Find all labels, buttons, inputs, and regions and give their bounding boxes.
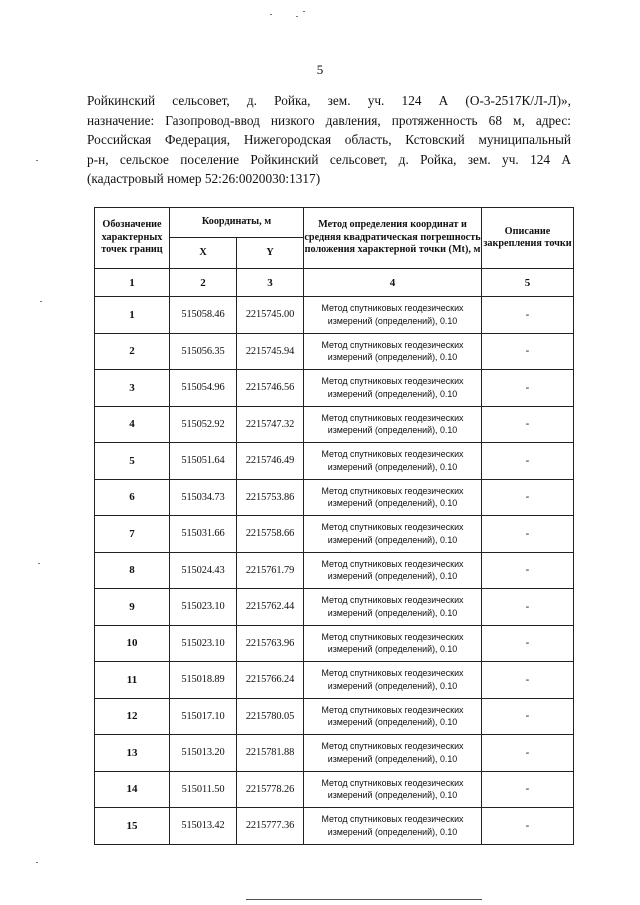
fixing-description: - (482, 406, 574, 443)
scan-speck (270, 14, 272, 15)
fixing-description: - (482, 370, 574, 407)
table-row (95, 589, 574, 626)
fixing-description: - (482, 735, 574, 772)
method-text: Метод спутниковых геодезических измерений (определений), 0.10 (304, 625, 482, 662)
coord-y: 2215745.94 (237, 333, 304, 370)
point-id: 12 (95, 698, 170, 735)
intro-line: назначение: Газопровод-ввод низкого давления, протяженность 68 м, адрес: (87, 112, 571, 128)
intro-line: Ройкинский сельсовет, д. Ройка, зем. уч. 124 А (О-3-2517К/Л-Л)», (87, 93, 571, 108)
method-text: Метод спутниковых геодезических измерений (определений), 0.10 (304, 406, 482, 443)
coord-x: 515054.96 (170, 370, 237, 407)
table-row (95, 662, 574, 699)
coord-x: 515024.43 (170, 552, 237, 589)
coord-y: 2215777.36 (237, 808, 304, 845)
point-id: 11 (95, 662, 170, 699)
table-row (95, 443, 574, 480)
method-text: Метод спутниковых геодезических измерений (определений), 0.10 (304, 589, 482, 626)
point-id: 9 (95, 589, 170, 626)
coord-y: 2215758.66 (237, 516, 304, 553)
coord-y: 2215745.00 (237, 297, 304, 334)
intro-line: р-н, сельское поселение Ройкинский сельсовет, д. Ройка, зем. уч. 124 А (87, 151, 571, 167)
point-id: 4 (95, 406, 170, 443)
fixing-description: - (482, 771, 574, 808)
fixing-description: - (482, 808, 574, 845)
method-text: Метод спутниковых геодезических измерений (определений), 0.10 (304, 443, 482, 480)
coord-x: 515023.10 (170, 589, 237, 626)
point-id: 5 (95, 443, 170, 480)
table-row (95, 552, 574, 589)
bottom-divider (246, 899, 482, 900)
coord-x: 515011.50 (170, 771, 237, 808)
table-row (95, 808, 574, 845)
header-method: Метод определения координат и средняя квадратическая погрешность положения характерной точки (Mt), м (304, 208, 482, 269)
table-row (95, 406, 574, 443)
intro-line: Российская Федерация, Нижегородская область, Кстовский муниципальный (87, 132, 571, 148)
coord-y: 2215781.88 (237, 735, 304, 772)
fixing-description: - (482, 662, 574, 699)
table-row (95, 297, 574, 334)
intro-paragraph (87, 91, 571, 189)
coord-y: 2215753.86 (237, 479, 304, 516)
point-id: 8 (95, 552, 170, 589)
fixing-description: - (482, 297, 574, 334)
coord-y: 2215766.24 (237, 662, 304, 699)
header-y: Y (237, 238, 304, 269)
coord-x: 515052.92 (170, 406, 237, 443)
method-text: Метод спутниковых геодезических измерений (определений), 0.10 (304, 771, 482, 808)
column-number: 2 (170, 269, 237, 297)
coord-x: 515018.89 (170, 662, 237, 699)
table-row (95, 771, 574, 808)
column-number: 1 (95, 269, 170, 297)
point-id: 1 (95, 297, 170, 334)
coord-x: 515013.42 (170, 808, 237, 845)
coord-x: 515056.35 (170, 333, 237, 370)
method-text: Метод спутниковых геодезических измерений (определений), 0.10 (304, 370, 482, 407)
column-number: 4 (304, 269, 482, 297)
intro-line: (кадастровый номер 52:26:0020030:1317) (87, 171, 321, 187)
point-id: 15 (95, 808, 170, 845)
fixing-description: - (482, 479, 574, 516)
coord-x: 515058.46 (170, 297, 237, 334)
table-row (95, 735, 574, 772)
coord-y: 2215780.05 (237, 698, 304, 735)
header-x: X (170, 238, 237, 269)
fixing-description: - (482, 333, 574, 370)
fixing-description: - (482, 589, 574, 626)
coord-y: 2215778.26 (237, 771, 304, 808)
table-row (95, 625, 574, 662)
coordinates-table (94, 207, 574, 845)
point-id: 6 (95, 479, 170, 516)
header-point: Обозначение характерных точек границ (95, 208, 170, 269)
scan-speck (296, 16, 298, 17)
method-text: Метод спутниковых геодезических измерений (определений), 0.10 (304, 735, 482, 772)
table-row (95, 698, 574, 735)
table-row (95, 516, 574, 553)
scan-speck (40, 301, 42, 302)
column-number-row (95, 269, 574, 297)
fixing-description: - (482, 625, 574, 662)
point-id: 2 (95, 333, 170, 370)
method-text: Метод спутниковых геодезических измерений (определений), 0.10 (304, 479, 482, 516)
coord-y: 2215761.79 (237, 552, 304, 589)
coord-y: 2215763.96 (237, 625, 304, 662)
point-id: 10 (95, 625, 170, 662)
column-number: 3 (237, 269, 304, 297)
coord-y: 2215746.49 (237, 443, 304, 480)
fixing-description: - (482, 443, 574, 480)
fixing-description: - (482, 516, 574, 553)
coord-x: 515034.73 (170, 479, 237, 516)
column-number: 5 (482, 269, 574, 297)
coord-y: 2215762.44 (237, 589, 304, 626)
method-text: Метод спутниковых геодезических измерений (определений), 0.10 (304, 698, 482, 735)
fixing-description: - (482, 698, 574, 735)
point-id: 13 (95, 735, 170, 772)
page-number: 5 (316, 62, 324, 77)
coord-x: 515013.20 (170, 735, 237, 772)
point-id: 3 (95, 370, 170, 407)
table-row (95, 333, 574, 370)
table-body (95, 297, 574, 845)
header-description: Описание закрепления точки (482, 208, 574, 269)
scan-speck (303, 11, 305, 12)
method-text: Метод спутниковых геодезических измерений (определений), 0.10 (304, 297, 482, 334)
point-id: 14 (95, 771, 170, 808)
method-text: Метод спутниковых геодезических измерений (определений), 0.10 (304, 333, 482, 370)
table-row (95, 370, 574, 407)
method-text: Метод спутниковых геодезических измерений (определений), 0.10 (304, 552, 482, 589)
table-row (95, 479, 574, 516)
method-text: Метод спутниковых геодезических измерений (определений), 0.10 (304, 516, 482, 553)
method-text: Метод спутниковых геодезических измерений (определений), 0.10 (304, 808, 482, 845)
coord-y: 2215746.56 (237, 370, 304, 407)
coord-x: 515023.10 (170, 625, 237, 662)
coord-x: 515017.10 (170, 698, 237, 735)
point-id: 7 (95, 516, 170, 553)
coord-x: 515031.66 (170, 516, 237, 553)
fixing-description: - (482, 552, 574, 589)
scan-speck (36, 862, 38, 863)
coord-x: 515051.64 (170, 443, 237, 480)
scan-speck (36, 160, 38, 161)
coord-y: 2215747.32 (237, 406, 304, 443)
scan-speck (38, 563, 40, 564)
header-coordinates: Координаты, м (170, 208, 304, 238)
method-text: Метод спутниковых геодезических измерений (определений), 0.10 (304, 662, 482, 699)
